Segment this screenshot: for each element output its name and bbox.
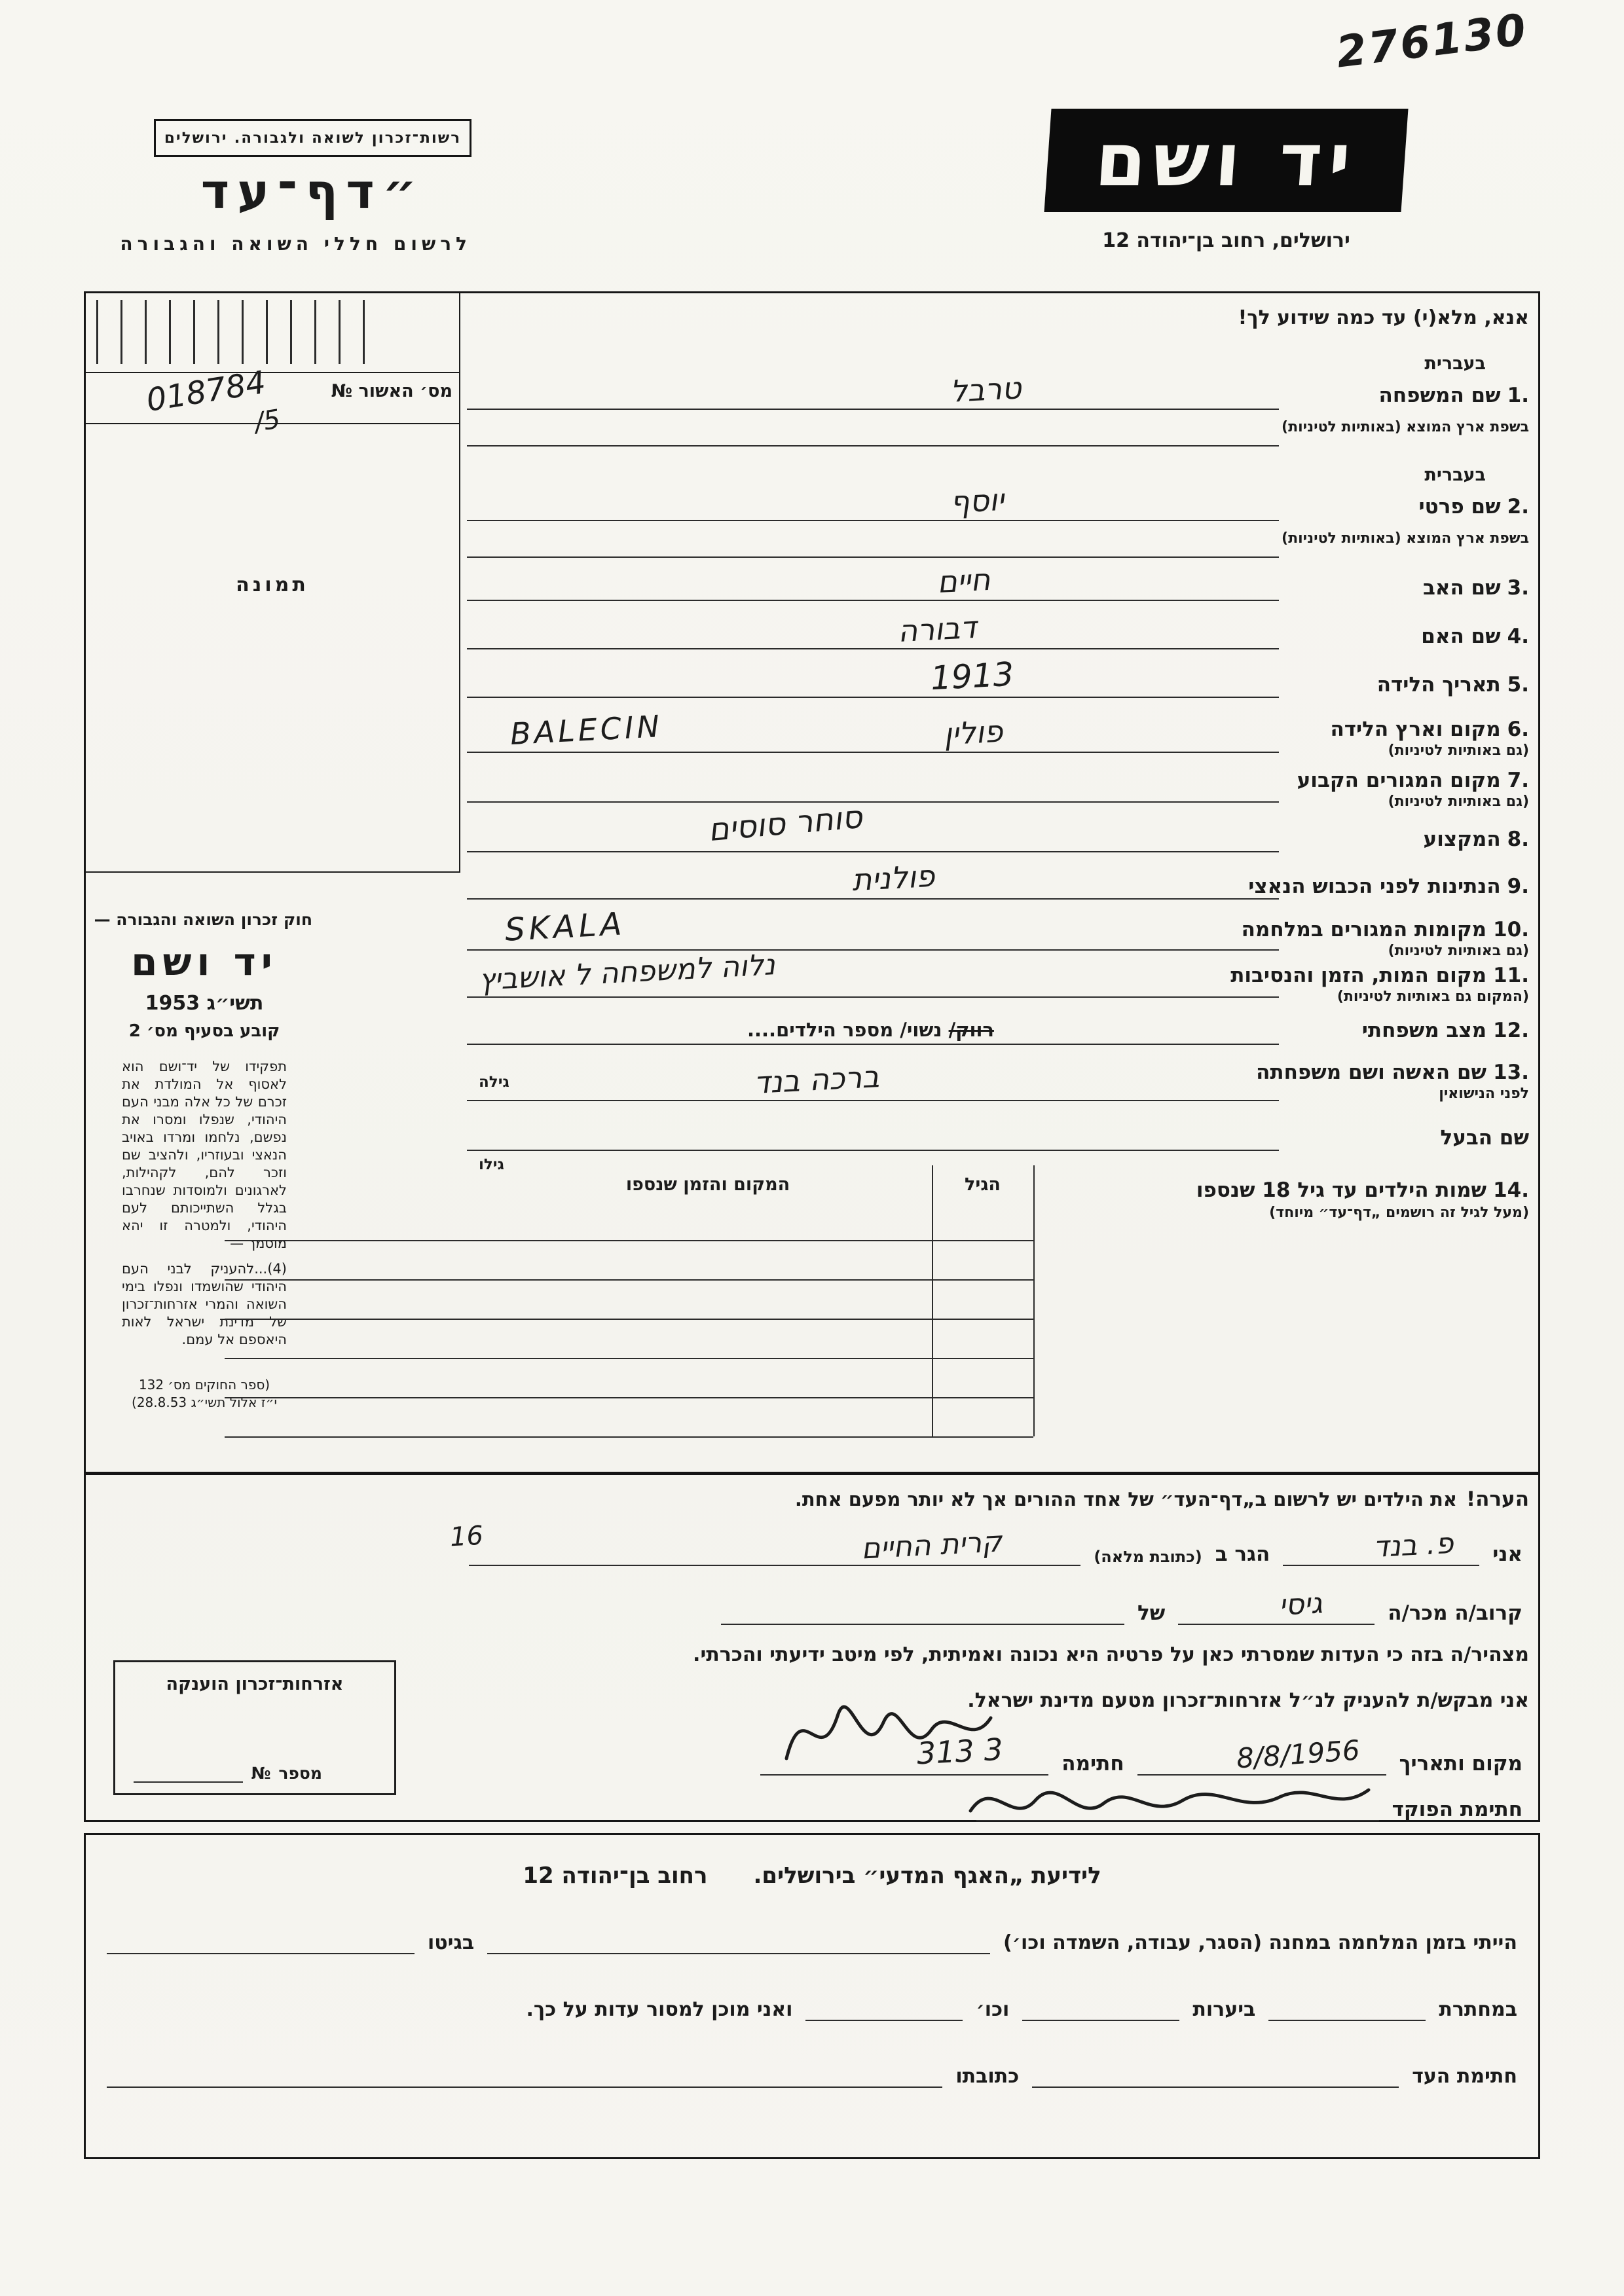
declarant-name-handwritten: פ. בנד: [1372, 1526, 1454, 1565]
declarant-address-handwritten: קרית החיים: [860, 1525, 1003, 1566]
field5-handwritten-value: 1913: [929, 655, 1015, 698]
of-whom-line: [721, 1594, 1124, 1625]
field14-label: [1196, 1178, 1529, 1202]
law-body-text: תפקידו של יד־ושם הוא לאסוף אל המולדת את זכרם של כל אלה מבני העם היהודי, שנפלו ומסרו את נפשם, נלחמו ומרדו באויב הנאצי ובעוזריו, ולהציב שם וזכר להם, לקהילות, לארגונים ולמוסדות שנחרבו בגלל השתייכותם לעם היהודי, ולמטרה זו יהא מוסמך —: [122, 1059, 287, 1251]
table-vertical-line: [1033, 1165, 1035, 1436]
of-label: של: [1137, 1601, 1166, 1625]
field7-label-text: מקום המגורים הקבוע: [1297, 769, 1501, 792]
field11-sub-label: (המקום גם באותיות לטיניות): [1337, 989, 1529, 1005]
field4-label: [1421, 625, 1529, 648]
field13-label-line2: לפני הנישואין: [1439, 1085, 1529, 1102]
underground-label: במחתרת: [1439, 1998, 1517, 2021]
law-footnote-line2: י״ז אלול תשי״ג 28.8.53): [132, 1394, 277, 1410]
official-signature-scribble-icon: [967, 1770, 1373, 1829]
field8-handwritten-value: סוחר סוסים: [707, 798, 864, 849]
full-address-label: (כתובת מלאה): [1094, 1548, 1202, 1566]
form-title: ״דף־עד: [200, 164, 425, 220]
witness-address-line: [107, 2056, 942, 2088]
field9-label-text: הנתינות לפני הכבוש הנאצי: [1248, 875, 1501, 898]
ready-to-testify-label: ואני מוכן למסור עדות על כך.: [526, 1998, 793, 2021]
bottom-title-text: לידיעת „האגף המדעי״ בירושלים.: [753, 1863, 1101, 1889]
law-footnote-line1: (ספר החוקים מס׳ 132: [138, 1377, 270, 1393]
field2-hebrew-label: בעברית: [1424, 465, 1486, 485]
bottom-section-title: [86, 1863, 1538, 1889]
field1-hebrew-label: בעברית: [1424, 354, 1486, 374]
field6-number: 6.: [1507, 718, 1529, 741]
law-clause: קובע בסעיף מס׳ 2: [128, 1021, 280, 1041]
etc-line: [805, 1990, 963, 2021]
authority-name-box: רשות־זכרון לשואה ולגבורה. ירושלים: [154, 119, 471, 157]
field13-label: [1256, 1061, 1529, 1084]
field2-number: 2.: [1507, 495, 1529, 519]
official-signature-label: חתימת הפוקד: [1392, 1798, 1522, 1821]
divider: [86, 372, 459, 373]
writing-line: [467, 996, 1279, 998]
writing-line: [467, 697, 1279, 698]
field11-label: [1230, 964, 1529, 987]
official-signature-line: [976, 1790, 1379, 1821]
wartime-camp-row: [100, 1920, 1524, 1954]
signature-digits-handwritten: 313 3: [915, 1731, 1004, 1772]
husband-age-label: גילו: [479, 1156, 504, 1173]
note-title: הערה!: [1466, 1487, 1529, 1511]
field11-handwritten-value: נלוה למשפחה ל אושביץ: [477, 948, 776, 997]
forests-label: ביערות: [1192, 1998, 1256, 2021]
testimony-form-box: [84, 291, 1540, 1822]
marital-status-options: [747, 1019, 994, 1041]
table-vertical-line: [932, 1165, 933, 1436]
field9-handwritten-value: פולנית: [851, 858, 936, 898]
place-date-label: מקום ותאריך: [1399, 1752, 1522, 1776]
option-married-children: נשוי/ מספר הילדים....: [747, 1019, 949, 1041]
declaration-statement: מצהיר/ה בזה כי העדות שמסרתי כאן על פרטיה היא נכונה ואמיתית, לפי מיטב ידיעתי והכרתי.: [693, 1643, 1529, 1666]
photo-placeholder-label: תמונה: [236, 574, 309, 596]
children-age-column-header: הגיל: [965, 1175, 1001, 1195]
writing-line: [467, 898, 1279, 900]
declarant-name-line: [1283, 1526, 1479, 1566]
memorial-citizenship-box: [113, 1660, 396, 1795]
writing-line: [467, 648, 1279, 649]
field2-origin-label: בשפת ארץ המוצא (באותיות לטיניות): [1282, 530, 1529, 547]
field6-handwritten-value: פולין: [942, 713, 1004, 752]
field3-number: 3.: [1507, 576, 1529, 600]
field6-label: [1331, 718, 1530, 741]
writing-line: [467, 520, 1279, 521]
field14-number: 14.: [1493, 1178, 1529, 1202]
witness-address-label: כתובתו: [955, 2065, 1020, 2088]
field12-number: 12.: [1493, 1019, 1529, 1042]
underground-forests-row: [100, 1987, 1524, 2021]
field4-label-text: שם האם: [1421, 625, 1501, 648]
field14-label-text: שמות הילדים עד גיל 18 שנספו: [1196, 1178, 1487, 1202]
divider: [86, 423, 459, 424]
yad-vashem-logo: [1044, 109, 1408, 212]
writing-line: [467, 600, 1279, 601]
residing-label: הגר ב: [1215, 1542, 1270, 1566]
field1-handwritten-value: טרבל: [949, 370, 1022, 409]
archive-number-handwritten: 276130: [1333, 4, 1531, 78]
stray-handwritten-mark: 16: [449, 1520, 485, 1553]
field10-handwritten-value: SKALA: [504, 905, 627, 949]
children-place-column-header: המקום והזמן שנספו: [625, 1175, 790, 1195]
law-heading: חוק זכרון השואה והגבורה —: [94, 910, 312, 929]
field3-label-text: שם האב: [1422, 576, 1501, 600]
witness-signature-line: [1032, 2056, 1399, 2088]
relationship-handwritten: גיסי: [1278, 1586, 1323, 1622]
children-row-line: [225, 1319, 1033, 1320]
declarant-i-label: אני: [1492, 1542, 1522, 1566]
official-signature-row: [970, 1787, 1529, 1821]
ghetto-label: בגיטו: [428, 1931, 475, 1954]
logo-text: יד ושם: [1092, 118, 1360, 203]
date-handwritten: 8/8/1956: [1235, 1734, 1361, 1775]
citizenship-box-title: אזרחות־זכרון הוענקה: [166, 1674, 344, 1694]
numero-sign: №: [331, 381, 353, 401]
field13-number: 13.: [1493, 1061, 1529, 1084]
children-row-line: [225, 1436, 1033, 1438]
children-row-line: [225, 1397, 1033, 1398]
field1-label-text: שם המשפחה: [1378, 384, 1501, 407]
field1-label: [1379, 384, 1529, 407]
writing-line: [467, 949, 1279, 951]
children-row-line: [225, 1240, 1033, 1241]
writing-line: [467, 556, 1279, 558]
numero-sign: №: [251, 1764, 271, 1783]
law-name: יד ושם: [131, 939, 278, 984]
field13-handwritten-value: ברכה בנד: [752, 1059, 880, 1101]
field9-number: 9.: [1507, 875, 1529, 898]
field6-label-text: מקום וארץ הלידה: [1330, 718, 1501, 741]
field2-label: [1419, 495, 1529, 519]
field6-sub-label: (גם באותיות לטיניות): [1388, 742, 1529, 759]
witness-signature-row: [100, 2054, 1524, 2088]
underground-line: [1268, 1990, 1426, 2021]
field7-label: [1297, 769, 1529, 792]
forests-line: [1022, 1990, 1179, 2021]
field1-origin-label: בשפת ארץ המוצא (באותיות לטיניות): [1282, 419, 1529, 435]
ghetto-line: [107, 1923, 415, 1954]
field7-sub-label: (גם באותיות לטיניות): [1388, 793, 1529, 810]
wife-age-label: גילה: [479, 1074, 509, 1091]
field1-number: 1.: [1507, 384, 1529, 407]
field8-label: [1424, 828, 1529, 851]
declarant-address-line: [469, 1525, 1080, 1566]
field12-label: [1362, 1019, 1529, 1042]
field14-sub-label: (מעל לגיל זה רושמים „דף־עד״ מיוחד): [1269, 1205, 1529, 1221]
law-footnote: [96, 1376, 312, 1412]
etc-label: וכו׳: [976, 1998, 1010, 2021]
number-label: מספר: [278, 1764, 322, 1783]
signature-label: חתימה: [1061, 1752, 1124, 1776]
field8-label-text: המקצוע: [1423, 828, 1501, 851]
field5-label: [1377, 673, 1529, 697]
witness-signature-label: חתימת העד: [1412, 2065, 1517, 2088]
left-column: [86, 293, 460, 873]
approval-number-label: [331, 381, 452, 401]
field4-handwritten-value: דבורה: [896, 609, 978, 649]
office-address: ירושלים, רחוב בן־יהודה 12: [1102, 229, 1350, 252]
field3-handwritten-value: חיים: [936, 561, 991, 600]
field7-number: 7.: [1507, 769, 1529, 792]
field5-number: 5.: [1507, 673, 1529, 697]
citizenship-request: אני מבקש/ת להעניק לנ״ל אזרחות־זכרון מטעם מדינת ישראל.: [967, 1689, 1529, 1712]
form-subtitle: לרשום חללי השואה והגבורה: [120, 233, 471, 255]
field10-number: 10.: [1493, 918, 1529, 941]
writing-line: [467, 1100, 1279, 1101]
citizenship-number-line: [134, 1760, 243, 1783]
children-row-line: [225, 1358, 1033, 1359]
field6-handwritten-latin-value: BALECIN: [509, 708, 664, 752]
camp-label: הייתי בזמן המלחמה במחנה (הסגר, עבודה, השמדה וכו׳): [1003, 1931, 1517, 1954]
writing-line: [467, 1150, 1279, 1151]
fill-in-instruction: אנא, מלא(י) עד כמה שידוע לך!: [1238, 306, 1529, 329]
law-clause4-text: (4)...להעניק לבני העם היהודי שהושמדו ונפלו בימי השואה והמרי אזרחות־זכרון של מדינת ישראל לאות היאספם אל עמם.: [122, 1261, 287, 1347]
field3-label: [1423, 576, 1529, 600]
writing-line: [467, 1044, 1279, 1045]
field12-label-text: מצב משפחתי: [1361, 1019, 1487, 1042]
writing-line: [467, 851, 1279, 852]
relationship-row: [714, 1586, 1529, 1625]
husband-name-label: שם הבעל: [1440, 1126, 1529, 1150]
law-citation-block: [96, 910, 312, 1412]
approval-label-text: מס׳ האשור: [358, 381, 452, 401]
field2-handwritten-value: יוסף: [949, 481, 1005, 520]
field10-sub-label: (גם באותיות לטיניות): [1388, 943, 1529, 959]
note-line: [795, 1487, 1529, 1511]
note-text: את הילדים יש לרשום ב„דף־העד״ של אחד ההורים אך לא יותר מפעם אחת.: [794, 1488, 1457, 1510]
field10-label-text: מקומות המגורים במלחמה: [1241, 918, 1487, 941]
approval-number-suffix-handwritten: /5: [252, 404, 283, 438]
relationship-line: [1178, 1586, 1375, 1625]
law-year: תשי״ג 1953: [145, 992, 264, 1015]
registration-tick-marks: [96, 300, 378, 364]
field11-label-text: מקום המות, הזמן והנסיבות: [1230, 964, 1487, 987]
field8-number: 8.: [1507, 828, 1529, 851]
approval-number-handwritten: 018784: [143, 364, 268, 419]
relative-acquaintance-label: קרוב/ה מכר/ה: [1388, 1601, 1522, 1625]
field13-label-text: שם האשה ושם משפחתה: [1256, 1061, 1487, 1084]
bottom-title-address: רחוב בן־יהודה 12: [523, 1863, 708, 1889]
citizenship-number-row: [126, 1760, 322, 1783]
scientific-division-section: [84, 1833, 1540, 2159]
field10-label: [1242, 918, 1529, 941]
camp-line: [487, 1923, 990, 1954]
section-divider-rule: [86, 1472, 1538, 1475]
writing-line: [467, 409, 1279, 410]
field2-label-text: שם פרטי: [1418, 495, 1501, 519]
writing-line: [467, 801, 1279, 803]
children-row-line: [225, 1279, 1033, 1281]
field5-label-text: תאריך הלידה: [1376, 673, 1501, 697]
field9-label: [1248, 875, 1529, 898]
field11-number: 11.: [1493, 964, 1529, 987]
option-single-struck: רווק/: [948, 1019, 994, 1041]
writing-line: [467, 752, 1279, 753]
field4-number: 4.: [1507, 625, 1529, 648]
writing-line: [467, 445, 1279, 446]
